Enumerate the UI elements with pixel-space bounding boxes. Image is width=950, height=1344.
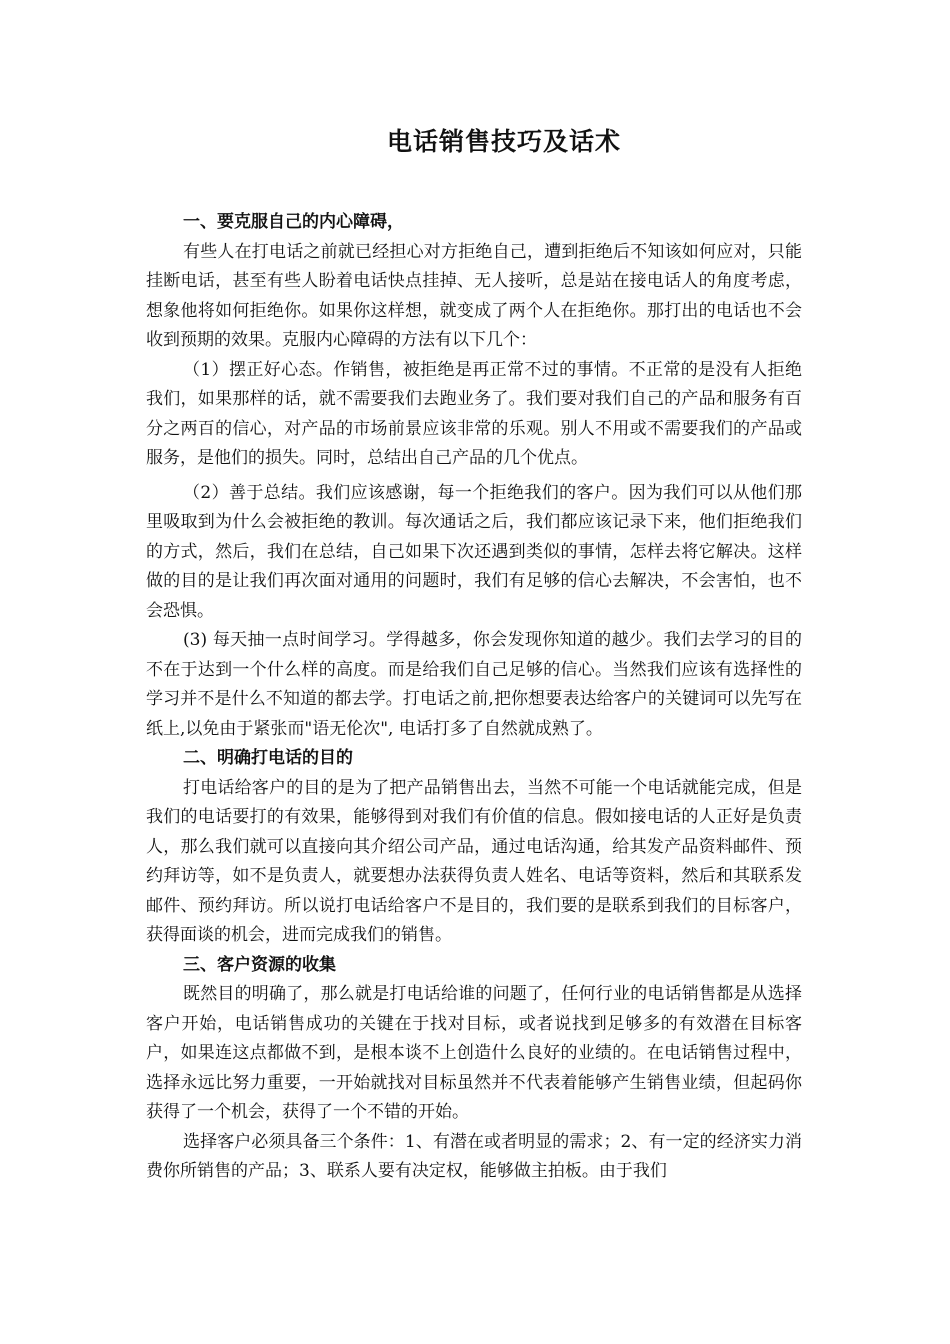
section-heading: 三、客户资源的收集 [183,954,336,975]
paragraph: 既然目的明确了，那么就是打电话给谁的问题了，任何行业的电话销售都是从选择客户开始，电话销售成功的关键在于找对目标，或者说找到足够多的有效潜在目标客户，如果连这点都做不到，是根本谈不上创造什么良好的业绩的。在电话销售过程中，选择永远比努力重要，一开始就找对目标虽然并不代表着能够产生销售业绩，但起码你获得了一个机会，获得了一个不错的开始。 [146,984,802,1122]
paragraph: （1）摆正好心态。作销售，被拒绝是再正常不过的事情。不正常的是没有人拒绝我们，如果那样的话，就不需要我们去跑业务了。我们要对我们自己的产品和服务有百分之两百的信心，对产品的市场前景应该非常的乐观。别人不用或不需要我们的产品或服务，是他们的损失。同时，总结出自己产品的几个优点。 [146,359,802,468]
section-heading: 二、明确打电话的目的 [183,748,353,768]
paragraph: 选择客户必须具备三个条件：1、有潜在或者明显的需求；2、有一定的经济实力消费你所销售的产品；3、联系人要有决定权，能够做主拍板。由于我们 [146,1131,802,1181]
paragraph: 打电话给客户的目的是为了把产品销售出去，当然不可能一个电话就能完成，但是我们的电话要打的有效果，能够得到对我们有价值的信息。假如接电话的人正好是负责人，那么我们就可以直接向其介绍公司产品，通过电话沟通，给其发产品资料邮件、预约拜访等，如不是负责人，就要想办法获得负责人姓名、电话等资料，然后和其联系发邮件、预约拜访。所以说打电话给客户不是目的，我们要的是联系到我们的目标客户，获得面谈的机会，进而完成我们的销售。 [146,777,802,945]
document-title: 电话销售技巧及话术 [386,127,621,156]
paragraph: 有些人在打电话之前就已经担心对方拒绝自己，遭到拒绝后不知该如何应对，只能挂断电话，甚至有些人盼着电话快点挂掉、无人接听，总是站在接电话人的角度考虑，想象他将如何拒绝你。如果你这样想，就变成了两个人在拒绝你。那打出的电话也不会收到预期的效果。克服内心障碍的方法有以下几个： [146,241,802,350]
document-page [146,118,802,1187]
section-heading: 一、要克服自己的内心障碍， [183,212,404,232]
paragraph: （2）善于总结。我们应该感谢，每一个拒绝我们的客户。因为我们可以从他们那里吸取到为什么会被拒绝的教训。每次通话之后，我们都应该记录下来，他们拒绝我们的方式，然后，我们在总结，自己如果下次还遇到类似的事情，怎样去将它解决。这样做的目的是让我们再次面对通用的问题时，我们有足够的信心去解决，不会害怕，也不会恐惧。 [146,482,802,621]
paragraph: (3) 每天抽一点时间学习。学得越多，你会发现你知道的越少。我们去学习的目的不在于达到一个什么样的高度。而是给我们自己足够的信心。当然我们应该有选择性的学习并不是什么不知道的都去学。打电话之前,把你想要表达给客户的关键词可以先写在纸上,以免由于紧张而"语无伦次", 电话打多了自然就成熟了。 [146,630,802,739]
